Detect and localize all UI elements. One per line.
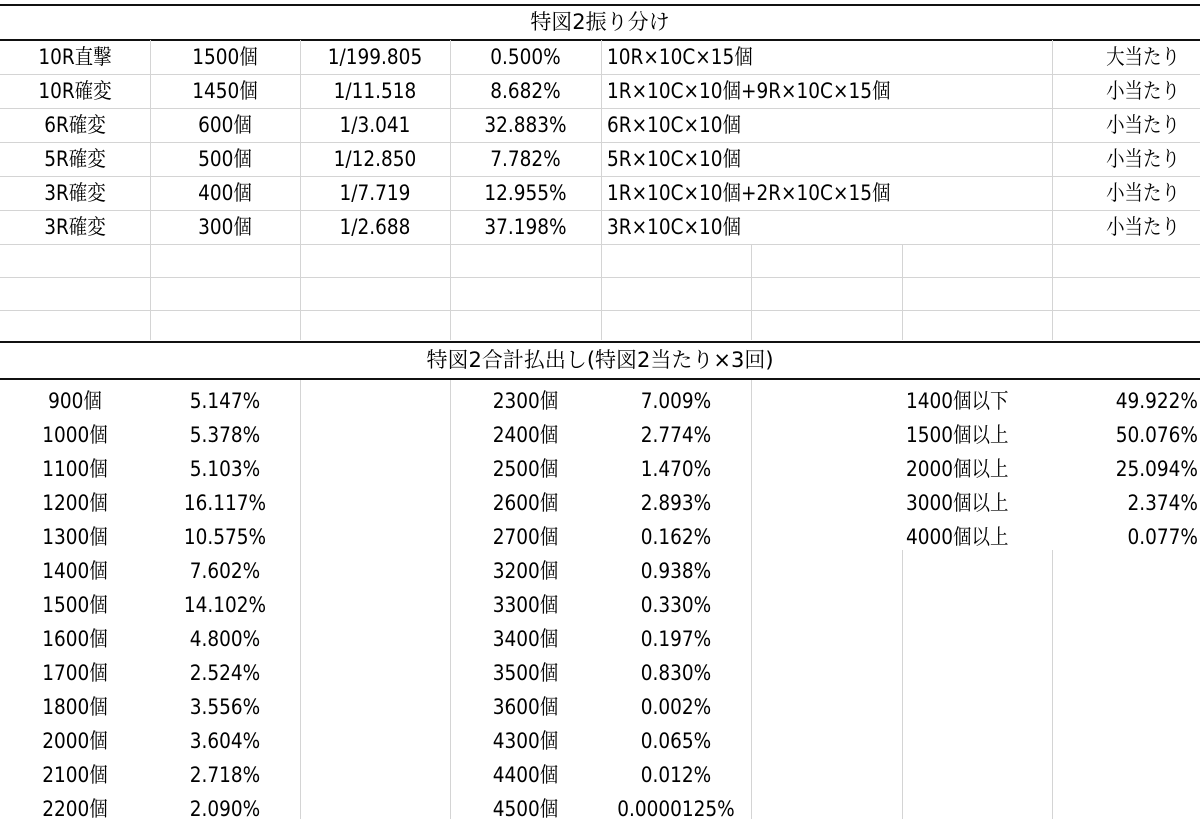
column-line [902, 244, 903, 340]
cell-percent[interactable]: 5.147% [189, 389, 261, 413]
summary-percent[interactable]: 25.094% [1115, 457, 1198, 481]
cell-percent[interactable]: 3.604% [189, 729, 261, 753]
summary-label[interactable]: 3000個以上 [906, 491, 1009, 515]
cell-percent[interactable]: 0.0000125% [617, 797, 735, 821]
cell-balls[interactable]: 1500個 [42, 593, 108, 617]
cell-balls[interactable]: 1200個 [42, 491, 108, 515]
cell-balls[interactable]: 1100個 [42, 457, 108, 481]
cell-balls[interactable]: 2000個 [42, 729, 108, 753]
cell-percent[interactable]: 7.782% [490, 147, 561, 171]
cell-percent[interactable]: 7.602% [189, 559, 261, 583]
column-line [751, 380, 752, 819]
summary-label[interactable]: 2000個以上 [906, 457, 1009, 481]
cell-type[interactable]: 小当たり [1106, 147, 1180, 171]
section2-header-border [0, 378, 1200, 380]
cell-name[interactable]: 10R確変 [38, 79, 112, 103]
cell-probability[interactable]: 1/12.850 [333, 147, 417, 171]
summary-percent[interactable]: 2.374% [1127, 491, 1198, 515]
cell-balls[interactable]: 2300個 [492, 389, 559, 413]
cell-percent[interactable]: 5.378% [189, 423, 261, 447]
cell-name[interactable]: 3R確変 [44, 215, 106, 239]
cell-balls[interactable]: 400個 [198, 181, 252, 205]
cell-percent[interactable]: 2.090% [189, 797, 261, 821]
cell-balls[interactable]: 500個 [198, 147, 252, 171]
column-line [601, 40, 602, 340]
cell-balls[interactable]: 2700個 [492, 525, 559, 549]
cell-balls[interactable]: 2100個 [42, 763, 108, 787]
cell-percent[interactable]: 1.470% [640, 457, 712, 481]
row-line [0, 277, 1200, 278]
cell-percent[interactable]: 10.575% [183, 525, 267, 549]
cell-balls[interactable]: 1500個 [192, 45, 258, 69]
cell-detail[interactable]: 3R×10C×10個 [607, 215, 741, 239]
cell-balls[interactable]: 600個 [198, 113, 252, 137]
cell-type[interactable]: 大当たり [1106, 45, 1180, 69]
cell-percent[interactable]: 7.009% [640, 389, 712, 413]
cell-probability[interactable]: 1/11.518 [333, 79, 417, 103]
cell-percent[interactable]: 0.162% [640, 525, 712, 549]
cell-balls[interactable]: 3400個 [492, 627, 559, 651]
cell-balls[interactable]: 4300個 [492, 729, 559, 753]
cell-name[interactable]: 5R確変 [44, 147, 106, 171]
cell-balls[interactable]: 4400個 [492, 763, 559, 787]
cell-name[interactable]: 6R確変 [44, 113, 106, 137]
cell-balls[interactable]: 1450個 [192, 79, 258, 103]
cell-percent[interactable]: 12.955% [484, 181, 567, 205]
cell-balls[interactable]: 900個 [48, 389, 102, 413]
cell-balls[interactable]: 2600個 [492, 491, 559, 515]
cell-balls[interactable]: 3200個 [492, 559, 559, 583]
summary-label[interactable]: 1500個以上 [906, 423, 1009, 447]
cell-percent[interactable]: 16.117% [183, 491, 267, 515]
cell-balls[interactable]: 300個 [198, 215, 252, 239]
cell-percent[interactable]: 8.682% [490, 79, 561, 103]
cell-balls[interactable]: 1700個 [42, 661, 108, 685]
cell-balls[interactable]: 2400個 [492, 423, 559, 447]
cell-detail[interactable]: 1R×10C×10個+2R×10C×15個 [607, 181, 891, 205]
cell-balls[interactable]: 4500個 [492, 797, 559, 821]
cell-balls[interactable]: 1800個 [42, 695, 108, 719]
cell-type[interactable]: 小当たり [1106, 79, 1180, 103]
cell-balls[interactable]: 1300個 [42, 525, 108, 549]
row-line [0, 310, 1200, 311]
cell-percent[interactable]: 0.002% [640, 695, 712, 719]
cell-detail[interactable]: 5R×10C×10個 [607, 147, 741, 171]
cell-percent[interactable]: 14.102% [183, 593, 267, 617]
cell-balls[interactable]: 3500個 [492, 661, 559, 685]
cell-probability[interactable]: 1/7.719 [339, 181, 411, 205]
column-line [751, 244, 752, 340]
cell-probability[interactable]: 1/2.688 [339, 215, 411, 239]
cell-percent[interactable]: 5.103% [189, 457, 261, 481]
cell-percent[interactable]: 0.065% [640, 729, 712, 753]
column-line [1052, 40, 1053, 340]
cell-percent[interactable]: 0.500% [490, 45, 561, 69]
cell-percent[interactable]: 32.883% [484, 113, 567, 137]
cell-percent[interactable]: 0.012% [640, 763, 712, 787]
column-line [300, 380, 301, 819]
cell-balls[interactable]: 2200個 [42, 797, 108, 821]
cell-percent[interactable]: 3.556% [189, 695, 261, 719]
cell-percent[interactable]: 0.938% [640, 559, 712, 583]
cell-percent[interactable]: 0.830% [640, 661, 712, 685]
section2-title[interactable]: 特図2合計払出し(特図2当たり×3回) [426, 348, 774, 372]
cell-type[interactable]: 小当たり [1106, 215, 1180, 239]
cell-balls[interactable]: 2500個 [492, 457, 559, 481]
column-line [902, 550, 903, 819]
column-line [300, 40, 301, 340]
cell-balls[interactable]: 3600個 [492, 695, 559, 719]
cell-balls[interactable]: 3300個 [492, 593, 559, 617]
cell-percent[interactable]: 2.774% [640, 423, 712, 447]
cell-type[interactable]: 小当たり [1106, 181, 1180, 205]
cell-balls[interactable]: 1400個 [42, 559, 108, 583]
cell-percent[interactable]: 2.718% [189, 763, 261, 787]
cell-percent[interactable]: 0.197% [640, 627, 712, 651]
summary-percent[interactable]: 50.076% [1115, 423, 1198, 447]
cell-detail[interactable]: 10R×10C×15個 [607, 45, 753, 69]
summary-percent[interactable]: 0.077% [1127, 525, 1198, 549]
cell-probability[interactable]: 1/199.805 [327, 45, 423, 69]
cell-name[interactable]: 3R確変 [44, 181, 106, 205]
cell-percent[interactable]: 0.330% [640, 593, 712, 617]
cell-name[interactable]: 10R直撃 [38, 45, 112, 69]
cell-percent[interactable]: 4.800% [189, 627, 261, 651]
cell-percent[interactable]: 37.198% [484, 215, 567, 239]
summary-percent[interactable]: 49.922% [1115, 389, 1198, 413]
summary-label[interactable]: 4000個以上 [906, 525, 1009, 549]
cell-balls[interactable]: 1000個 [42, 423, 108, 447]
cell-detail[interactable]: 1R×10C×10個+9R×10C×15個 [607, 79, 891, 103]
summary-label[interactable]: 1400個以下 [906, 389, 1009, 413]
column-line [450, 40, 451, 340]
cell-percent[interactable]: 2.893% [640, 491, 712, 515]
column-line [450, 380, 451, 819]
cell-percent[interactable]: 2.524% [189, 661, 261, 685]
cell-probability[interactable]: 1/3.041 [339, 113, 411, 137]
column-line [1052, 550, 1053, 819]
cell-balls[interactable]: 1600個 [42, 627, 108, 651]
row-line [0, 244, 1200, 245]
section1-title[interactable]: 特図2振り分け [530, 10, 670, 34]
cell-detail[interactable]: 6R×10C×10個 [607, 113, 741, 137]
column-line [150, 40, 151, 340]
cell-type[interactable]: 小当たり [1106, 113, 1180, 137]
